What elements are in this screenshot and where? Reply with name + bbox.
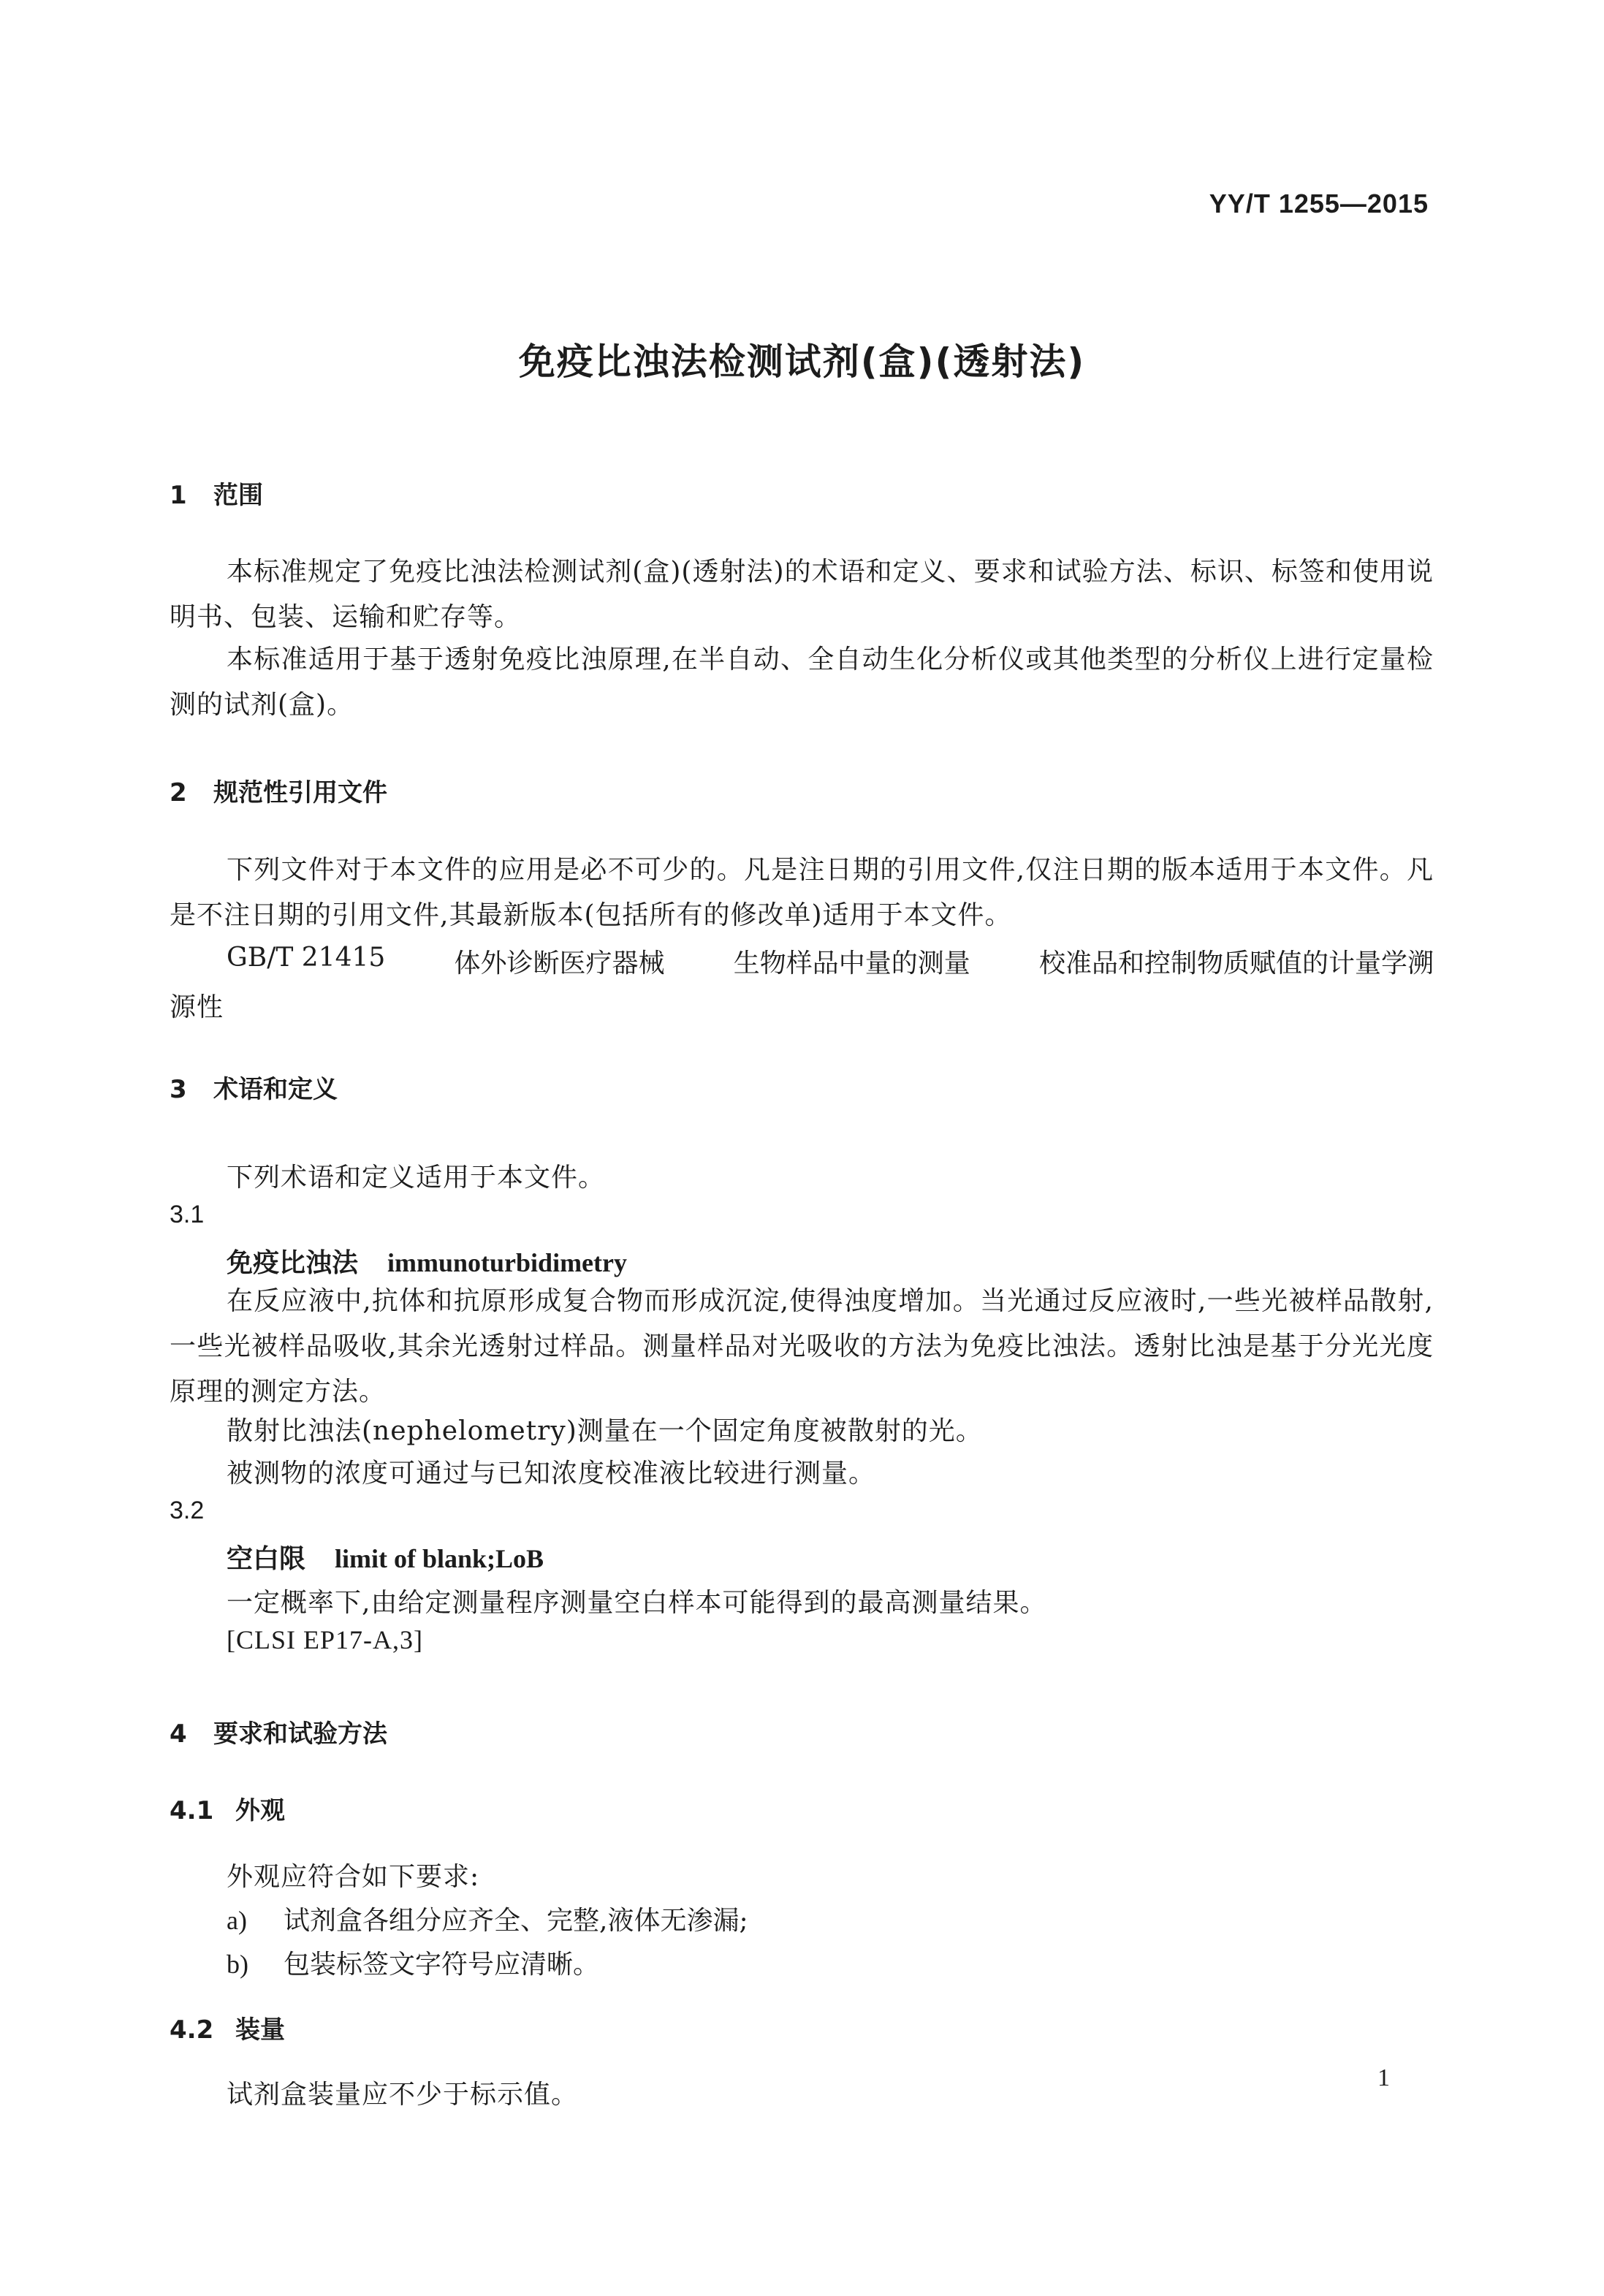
section-1-paragraph-2: 本标准适用于基于透射免疫比浊原理,在半自动、全自动生化分析仪或其他类型的分析仪上进行定量检测的试剂(盒)。 bbox=[170, 645, 1434, 720]
subsection-number: 4.2 bbox=[170, 2015, 214, 2045]
section-title: 规范性引用文件 bbox=[213, 778, 387, 807]
section-number: 2 bbox=[170, 778, 187, 807]
reference-title-part-3: 校准品和控制物质赋值的计量学溯 bbox=[1038, 949, 1434, 978]
reference-code: GB/T 21415 bbox=[227, 943, 386, 973]
section-title: 范围 bbox=[213, 481, 263, 510]
list-text: 包装标签文字符号应清晰。 bbox=[284, 1950, 600, 1980]
page-number: 1 bbox=[1377, 2064, 1390, 2091]
list-marker: b) bbox=[227, 1950, 248, 1979]
term-3-1-note-1: 散射比浊法(nephelometry)测量在一个固定角度被散射的光。 bbox=[227, 1416, 983, 1446]
reference-continuation: 源性 bbox=[170, 992, 224, 1022]
term-chinese: 免疫比浊法 bbox=[227, 1247, 359, 1278]
section-3-heading bbox=[170, 1069, 338, 1105]
section-1-heading bbox=[170, 475, 263, 511]
section-number: 1 bbox=[170, 481, 187, 510]
reference-title-part-1: 体外诊断医疗器械 bbox=[454, 949, 665, 978]
term-3-1-number: 3.1 bbox=[170, 1201, 205, 1228]
term-3-2 bbox=[227, 1538, 544, 1575]
section-4-heading bbox=[170, 1714, 387, 1749]
subsection-number: 4.1 bbox=[170, 1796, 214, 1825]
term-english: limit of blank;LoB bbox=[335, 1544, 544, 1573]
normative-reference bbox=[227, 943, 1434, 980]
section-number: 4 bbox=[170, 1719, 187, 1749]
document-title: 免疫比浊法检测试剂(盒)(透射法) bbox=[518, 341, 1086, 383]
subsection-4-1-intro: 外观应符合如下要求: bbox=[227, 1862, 480, 1892]
section-1-paragraph-1: 本标准规定了免疫比浊法检测试剂(盒)(透射法)的术语和定义、要求和试验方法、标识、标签和使用说明书、包装、运输和贮存等。 bbox=[170, 557, 1434, 632]
subsection-4-2-heading bbox=[170, 2010, 285, 2045]
list-item bbox=[227, 1944, 599, 1981]
section-title: 术语和定义 bbox=[213, 1075, 338, 1104]
subsection-4-1-heading bbox=[170, 1790, 285, 1826]
term-3-2-source: [CLSI EP17-A,3] bbox=[227, 1625, 423, 1654]
section-2-heading bbox=[170, 772, 387, 808]
standard-code: YY/T 1255—2015 bbox=[1209, 189, 1429, 218]
subsection-title: 外观 bbox=[235, 1796, 285, 1825]
subsection-4-2-text: 试剂盒装量应不少于标示值。 bbox=[227, 2080, 579, 2110]
list-text: 试剂盒各组分应齐全、完整,液体无渗漏; bbox=[284, 1906, 748, 1936]
section-title: 要求和试验方法 bbox=[213, 1719, 387, 1749]
term-3-2-definition: 一定概率下,由给定测量程序测量空白样本可能得到的最高测量结果。 bbox=[227, 1588, 1047, 1618]
list-item bbox=[227, 1900, 748, 1937]
reference-title-part-2: 生物样品中量的测量 bbox=[733, 949, 970, 978]
term-3-1-definition: 在反应液中,抗体和抗原形成复合物而形成沉淀,使得浊度增加。当光通过反应液时,一些光被样品散射,一些光被样品吸收,其余光透射过样品。测量样品对光吸收的方法为免疫比浊法。透射比浊是基于分光光度原理的测定方法。 bbox=[170, 1286, 1434, 1407]
term-chinese: 空白限 bbox=[227, 1543, 306, 1574]
term-3-2-number: 3.2 bbox=[170, 1497, 205, 1524]
term-3-1 bbox=[227, 1242, 627, 1280]
term-3-1-note-2: 被测物的浓度可通过与已知浓度校准液比较进行测量。 bbox=[227, 1459, 876, 1489]
list-marker: a) bbox=[227, 1906, 247, 1935]
term-english: immunoturbidimetry bbox=[387, 1248, 628, 1277]
section-3-intro: 下列术语和定义适用于本文件。 bbox=[227, 1163, 606, 1193]
section-number: 3 bbox=[170, 1075, 187, 1104]
subsection-title: 装量 bbox=[235, 2015, 285, 2045]
section-2-paragraph-1: 下列文件对于本文件的应用是必不可少的。凡是注日期的引用文件,仅注日期的版本适用于本文件。凡是不注日期的引用文件,其最新版本(包括所有的修改单)适用于本文件。 bbox=[170, 855, 1434, 930]
